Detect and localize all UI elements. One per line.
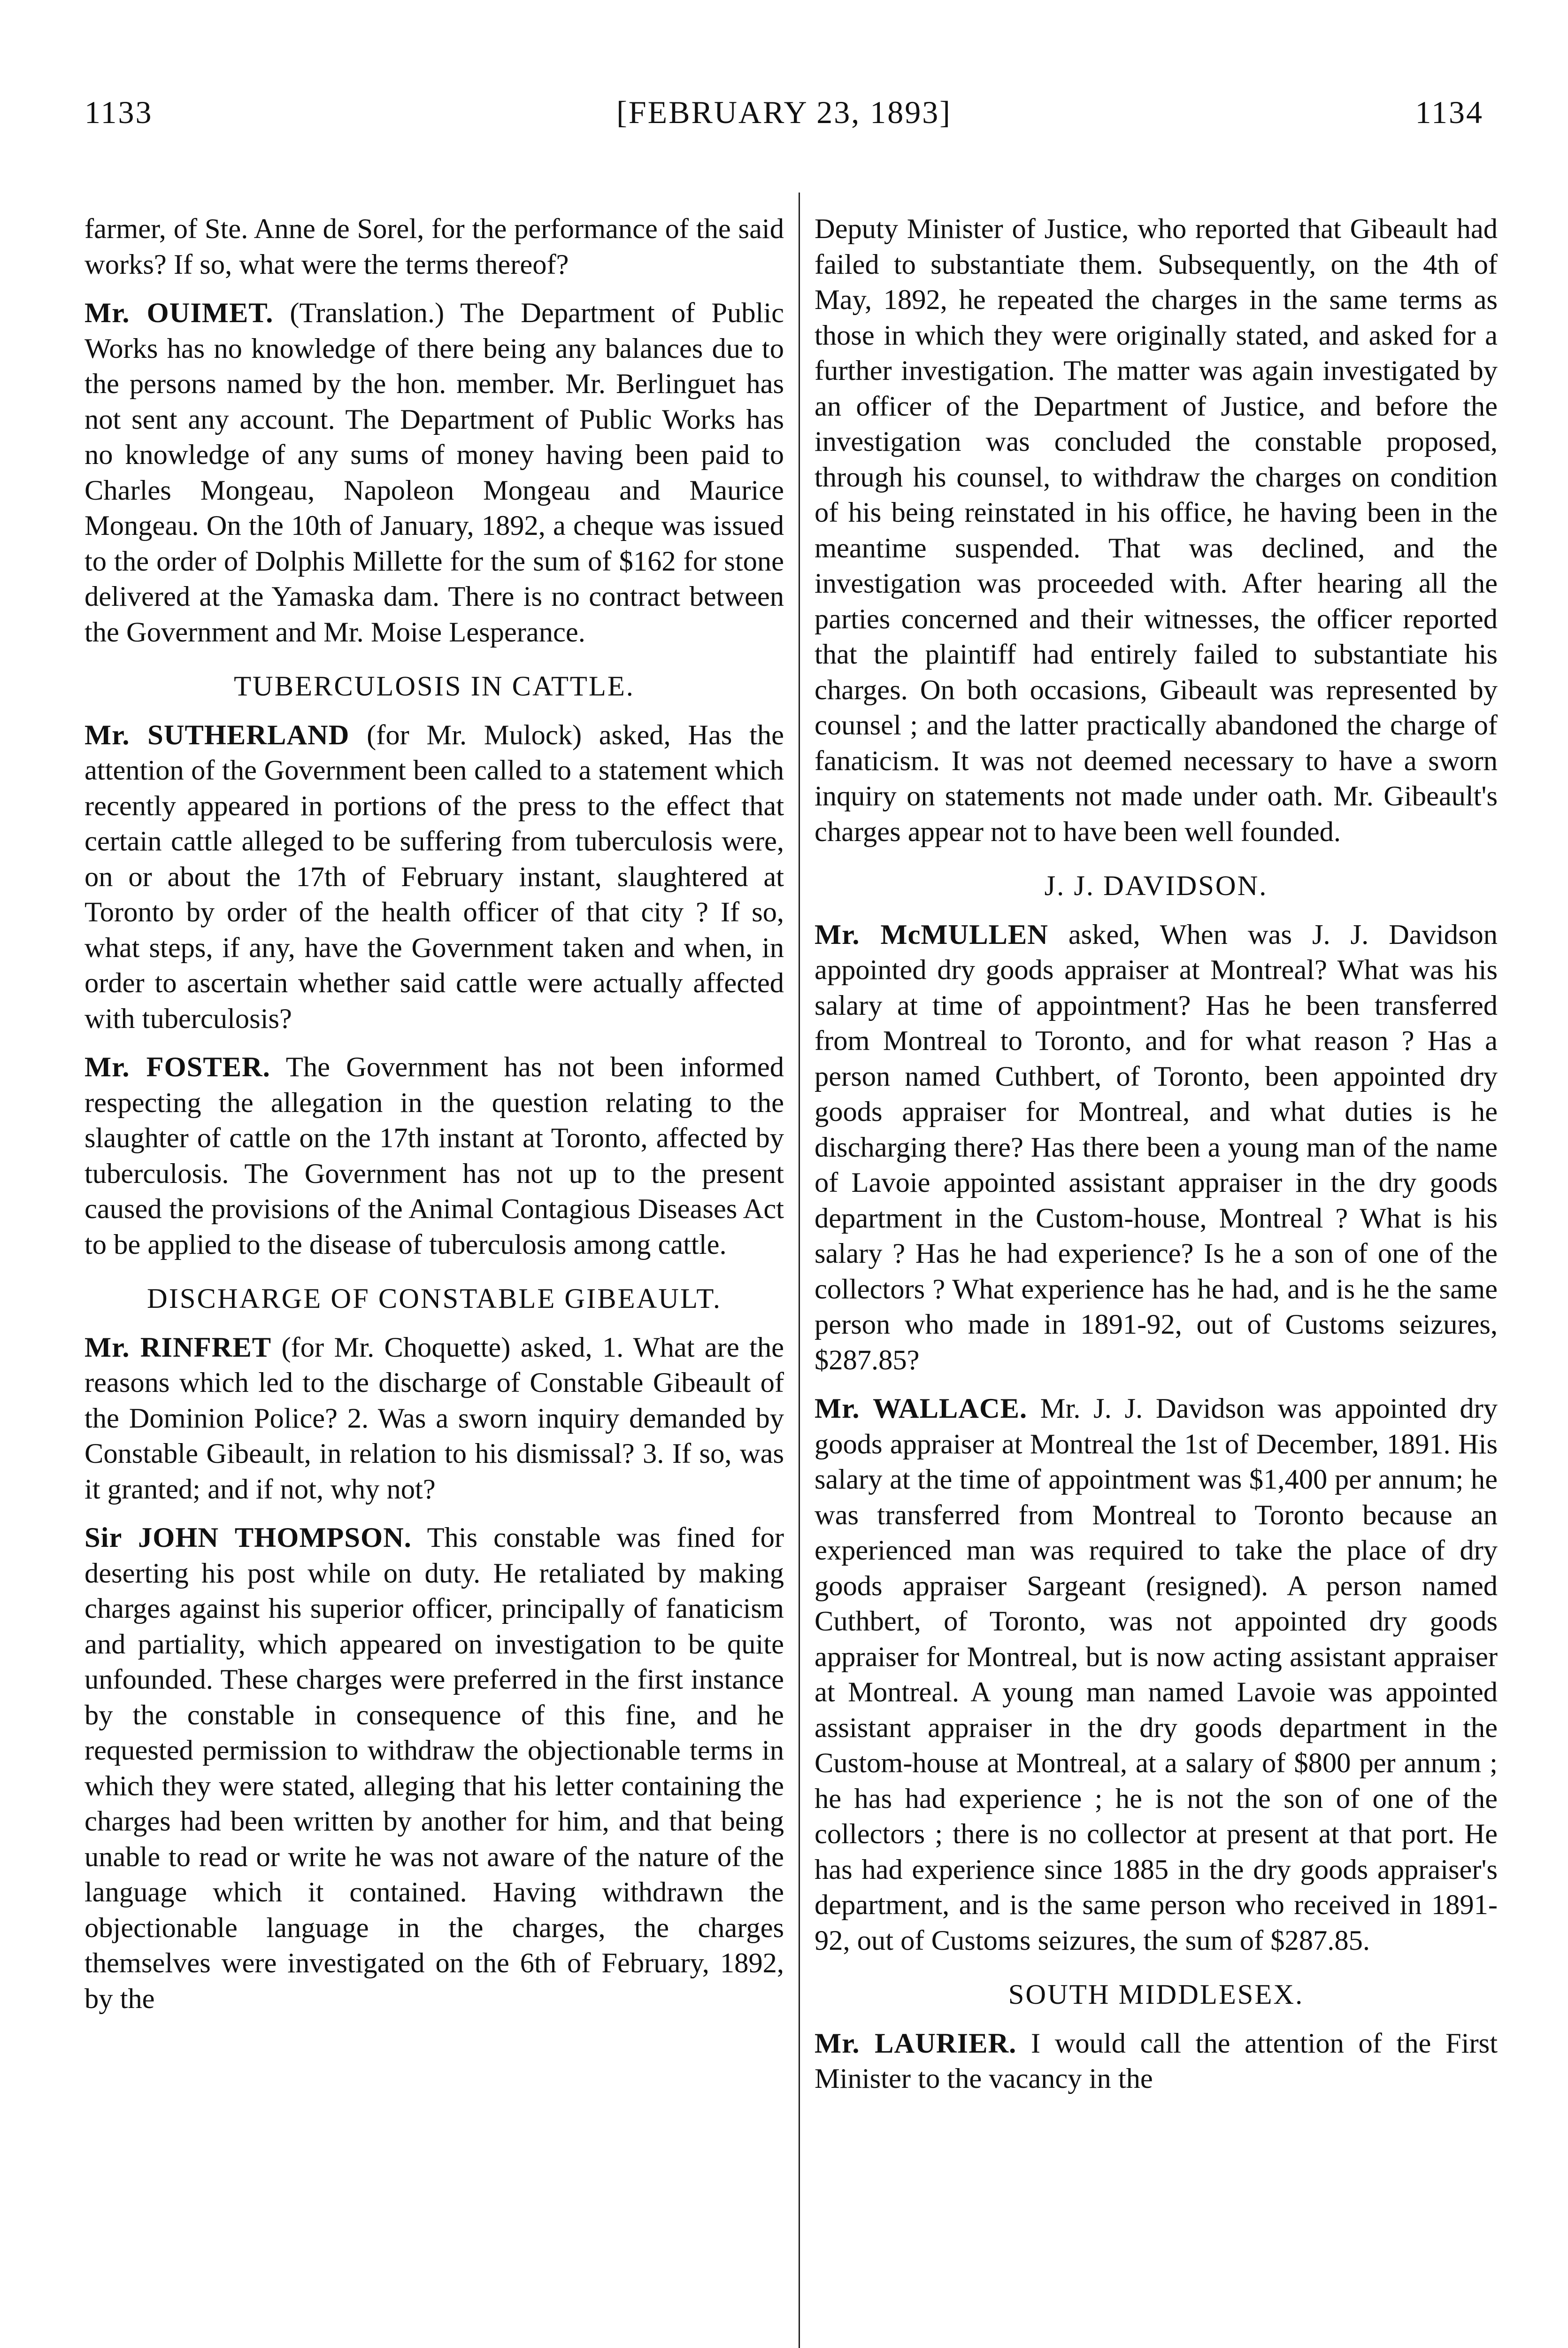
speaker-name: Mr. McMULLEN bbox=[815, 919, 1048, 950]
section-heading: TUBERCULOSIS IN CATTLE. bbox=[234, 671, 635, 702]
speaker-name: Mr. FOSTER. bbox=[85, 1051, 270, 1083]
section-heading: J. J. DAVIDSON. bbox=[1044, 870, 1268, 902]
speech-text: asked, When was J. J. Davidson appointed dry goods appraiser at Montreal? What was his salary at time of appointment? Has he been transferred from Montreal to Toronto, and for what reason ? Has a person named Cuthbert, of Toronto, been appointed dry goods appraiser for Montreal, and what duties is he discharging there? Has there been a young man of the name of Lavoie appointed assistant appraiser in the dry goods department in the Custom-house, Montreal ? What is his salary ? Has he had experience? Is he a son of one of the collectors ? What experience has he had, and is he the same person who made in 1891-92, out of Customs seizures, $287.85? bbox=[815, 919, 1498, 1376]
speaker-name: Mr. WALLACE. bbox=[815, 1393, 1028, 1424]
page-header bbox=[0, 0, 1568, 141]
speaker-name: Mr. OUIMET. bbox=[85, 297, 274, 329]
paragraph bbox=[85, 1520, 784, 2016]
speech-text: (for Mr. Mulock) asked, Has the attention of the Government been called to a statement which recently appeared in portions of the press to the effect that certain cattle alleged to be suffering from tuberculosis were, on or about the 17th of February instant, slaughtered at Toronto by order of the health officer of that city ? If so, what steps, if any, have the Government taken and when, in order to ascertain whether said cattle were actually affected with tuberculosis? bbox=[85, 719, 784, 1035]
speech-text: The Government has not been informed respecting the allegation in the question relating to the slaughter of cattle on the 17th instant at Toronto, affected by tuberculosis. The Government has not up to the present caused the provisions of the Animal Contagious Diseases Act to be applied to the disease of tuberculosis among cattle. bbox=[85, 1051, 784, 1260]
left-column bbox=[85, 211, 784, 2348]
speech-text: I would call the attention of the First Minister to the vacancy in the bbox=[815, 2027, 1498, 2094]
paragraph bbox=[85, 1330, 784, 1507]
paragraph bbox=[815, 917, 1498, 1378]
page-number-right: 1134 bbox=[1415, 94, 1483, 130]
paragraph bbox=[815, 1391, 1498, 1958]
speech-text: (for Mr. Choquette) asked, 1. What are the reasons which led to the discharge of Constable Gibeault of the Dominion Police? 2. Was a sworn inquiry demanded by Constable Gibeault, in relation to his dismissal? 3. If so, was it granted; and if not, why not? bbox=[85, 1331, 784, 1505]
page-number-left: 1133 bbox=[85, 94, 153, 130]
section-heading: DISCHARGE OF CONSTABLE GIBEAULT. bbox=[147, 1283, 722, 1314]
column-divider bbox=[799, 193, 800, 2348]
speaker-name: Sir JOHN THOMPSON. bbox=[85, 1522, 412, 1553]
speech-text: Mr. J. J. Davidson was appointed dry goods appraiser at Montreal the 1st of December, 1891. His salary at the time of appointment was $1,400 per annum; he was transferred from Montreal to Toronto because an experienced man was required to take the place of dry goods appraiser Sargeant (resigned). A person named Cuthbert, of Toronto, was not appointed dry goods appraiser for Montreal, but is now acting assistant appraiser at Montreal. A young man named Lavoie was appointed assistant appraiser in the dry goods department in the Custom-house at Montreal, at a salary of $800 per annum ; he has had experience ; he is not the son of one of the collectors ; there is no collector at present at that port. He has had experience since 1885 in the dry goods appraiser's department, and is the same person who received in 1891-92, out of Customs seizures, the sum of $287.85. bbox=[815, 1393, 1498, 1956]
paragraph bbox=[85, 1050, 784, 1262]
speaker-name: Mr. LAURIER. bbox=[815, 2027, 1017, 2059]
section-heading: SOUTH MIDDLESEX. bbox=[1008, 1979, 1304, 2010]
header-date-title: [FEBRUARY 23, 1893] bbox=[616, 94, 952, 130]
paragraph: farmer, of Ste. Anne de Sorel, for the performance of the said works? If so, what were the terms thereof? bbox=[85, 213, 784, 280]
paragraph bbox=[85, 718, 784, 1037]
speech-text: (Translation.) The Department of Public Works has no knowledge of there being any balances due to the persons named by the hon. member. Mr. Berlinguet has not sent any account. The Department of Public Works has no knowledge of any sums of money having been paid to Charles Mongeau, Napoleon Mongeau and Maurice Mongeau. On the 10th of January, 1892, a cheque was issued to the order of Dolphis Millette for the sum of $162 for stone delivered at the Yamaska dam. There is no contract between the Government and Mr. Moise Lesperance. bbox=[85, 297, 784, 648]
paragraph bbox=[815, 2026, 1498, 2097]
speaker-name: Mr. SUTHERLAND bbox=[85, 719, 350, 751]
paragraph: Deputy Minister of Justice, who reported that Gibeault had failed to substantiate them. Subsequently, on the 4th of May, 1892, he repeated the charges in the same terms as those in which they were originally stated, and asked for a further investigation. The matter was again investigated by an officer of the Department of Justice, and before the investigation was concluded the constable proposed, through his counsel, to withdraw the charges on condition of his being reinstated in his office, he having been in the meantime suspended. That was declined, and the investigation was proceeded with. After hearing all the parties concerned and their witnesses, the officer reported that the plaintiff had entirely failed to substantiate his charges. On both occasions, Gibeault was represented by counsel ; and the latter practically abandoned the charge of fanaticism. It was not deemed necessary to have a sworn inquiry on statements not made under oath. Mr. Gibeault's charges appear not to have been well founded. bbox=[815, 213, 1498, 848]
paragraph bbox=[85, 295, 784, 650]
right-column bbox=[815, 211, 1498, 2348]
speaker-name: Mr. RINFRET bbox=[85, 1331, 272, 1363]
speech-text: This constable was fined for deserting his post while on duty. He retaliated by making charges against his superior officer, principally of fanaticism and partiality, which appeared on investigation to be quite unfounded. These charges were preferred in the first instance by the constable in consequence of this fine, and he requested permission to withdraw the objectionable terms in which they were stated, alleging that his letter containing the charges had been written by another for him, and that being unable to read or write he was not aware of the nature of the language which it contained. Having withdrawn the objectionable language in the charges, the charges themselves were investigated on the 6th of February, 1892, by the bbox=[85, 1522, 784, 2015]
